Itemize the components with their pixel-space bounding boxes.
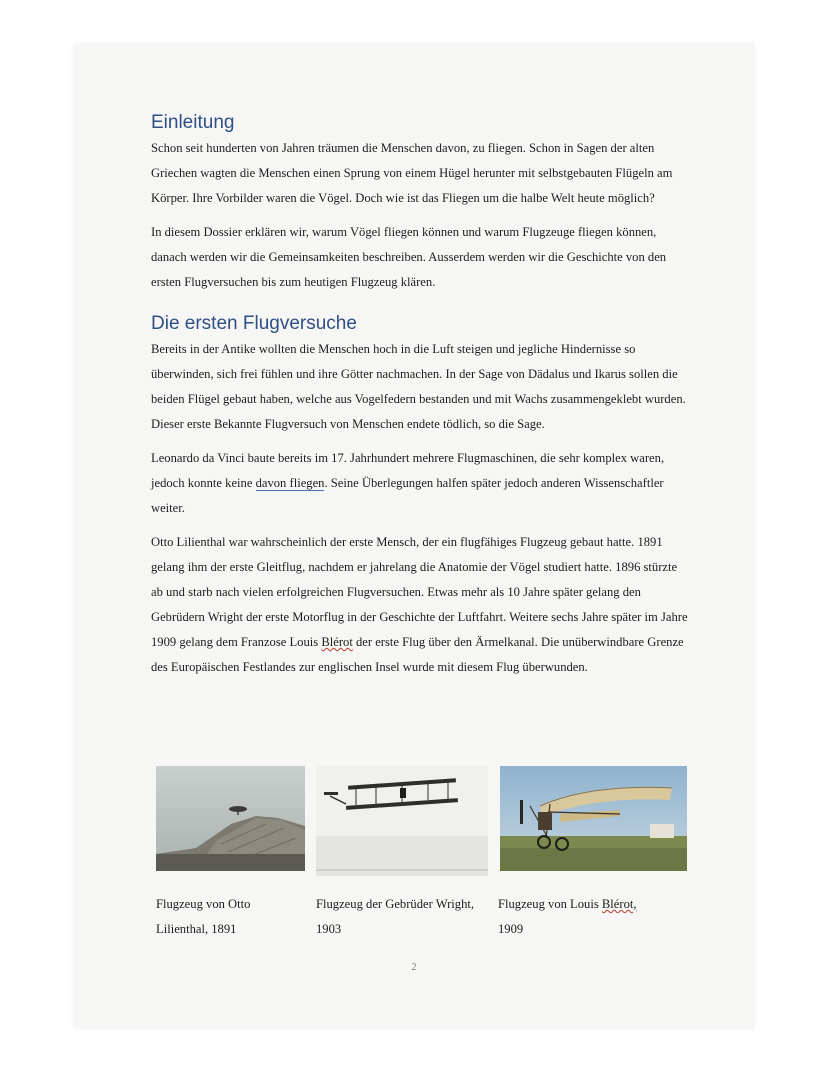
text-span: der erste Flug über den Ärmelkanal. Die unüberwindbare Grenze des Europäischen Festlandes zur englischen Insel wurde mit diesem Flug überwunden. xyxy=(151,635,684,674)
caption-wright: Flugzeug der Gebrüder Wright, 1903 xyxy=(316,897,475,936)
underlined-phrase: davon fliegen xyxy=(255,476,325,490)
heading-einleitung: Einleitung xyxy=(151,112,235,133)
document-page xyxy=(74,44,754,1028)
page-number: 2 xyxy=(411,962,417,973)
heading-erste-flugversuche: Die ersten Flugversuche xyxy=(151,313,357,334)
photo-bleriot-monoplane xyxy=(500,766,687,871)
caption-lilienthal: Flugzeug von Otto Lilienthal, 1891 xyxy=(156,897,251,936)
photo-wright-flyer xyxy=(316,766,488,876)
text-span: 1909 xyxy=(498,922,524,936)
photo-lilienthal-glider xyxy=(156,766,305,871)
flugversuche-paragraph-3 xyxy=(151,530,691,680)
image-row xyxy=(156,766,766,876)
flugversuche-paragraph-1: Bereits in der Antike wollten die Menschen hoch in die Luft steigen und jegliche Hindernisse so überwinden, sich frei fühlen und ihre Götter nachmachen. In der Sage von Dädalus und Ikarus sollen die beiden Flügel gebaut haben, welche aus Vogelfedern bestanden und mit Wachs zusammengeklebt wurden. Dieser erste Bekannte Flugversuch von Menschen endete tödlich, so die Sage. xyxy=(151,342,686,431)
intro-paragraph-2: In diesem Dossier erklären wir, warum Vögel fliegen können und warum Flugzeuge fliegen können, danach werden wir die Gemeinsamkeiten beschreiben. Ausserdem werden wir die Geschichte von den ersten Flugversuchen bis zum heutigen Flugzeug klären. xyxy=(151,225,667,289)
page-content xyxy=(151,110,691,680)
text-span: Flugzeug von Louis xyxy=(498,897,602,911)
flugversuche-paragraph-2 xyxy=(151,446,691,521)
spellcheck-word: Blérot, xyxy=(601,897,637,911)
text-span: Otto Lilienthal war wahrscheinlich der erste Mensch, der ein flugfähiges Flugzeug gebaut hatte. 1891 gelang ihm der erste Gleitflug, nachdem er jahrelang die Anatomie der Vögel studiert hatte. 1896 stürzte ab und starb nach vielen erfolgreichen Flugversuchen. Etwas mehr als 10 Jahre später gelang den Gebrüdern Wright der erste Motorflug in der Geschichte der Luftfahrt. Weitere sechs Jahre später im Jahre 1909 gelang dem Franzose Louis xyxy=(151,535,688,649)
spellcheck-word: Blérot xyxy=(321,635,353,649)
intro-paragraph-1: Schon seit hunderten von Jahren träumen die Menschen davon, zu fliegen. Schon in Sagen der alten Griechen wagten die Menschen einen Sprung von einem Hügel herunter mit selbstgebauten Flügeln am Körper. Ihre Vorbilder waren die Vögel. Doch wie ist das Fliegen um die halbe Welt heute möglich? xyxy=(151,141,673,205)
text-span: . Seine Überlegungen halfen später jedoch anderen Wissenschaftler weiter. xyxy=(151,476,664,515)
text-span: Leonardo da Vinci baute bereits im 17. Jahrhundert mehrere Flugmaschinen, die sehr komplex waren, jedoch konnte keine xyxy=(151,451,665,490)
caption-bleriot xyxy=(498,892,698,942)
